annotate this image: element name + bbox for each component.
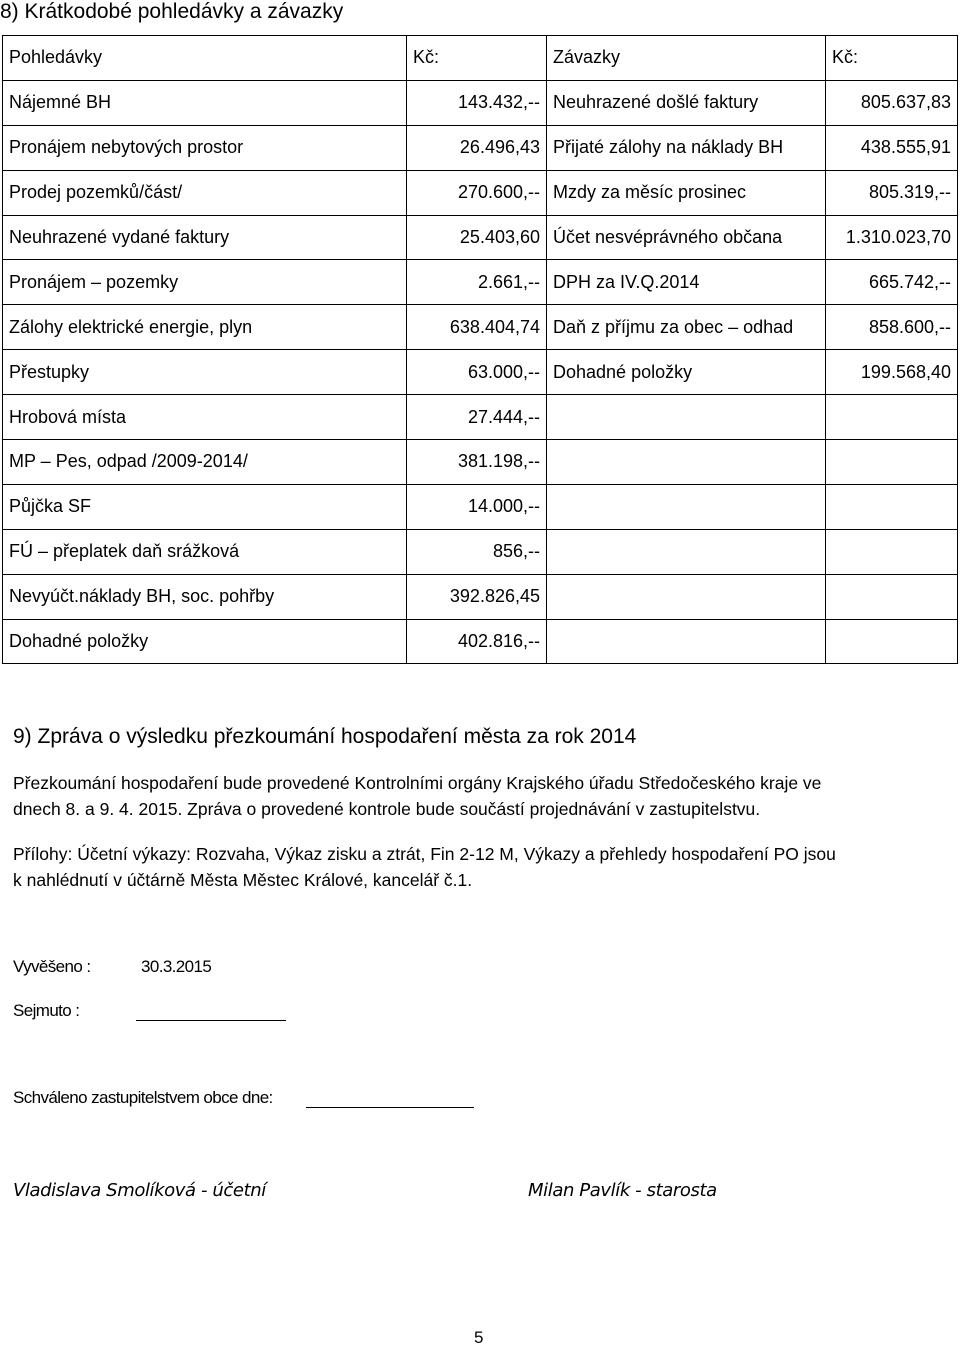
liability-name xyxy=(547,395,826,440)
table-row xyxy=(3,305,958,350)
receivable-name: Hrobová místa xyxy=(3,395,407,440)
receivable-amount: 27.444,-- xyxy=(407,395,547,440)
receivable-name: Zálohy elektrické energie, plyn xyxy=(3,305,407,350)
receivable-amount: 381.198,-- xyxy=(407,440,547,485)
review-paragraph-line-1: Přezkoumání hospodaření bude provedené Kontrolními orgány Krajského úřadu Středočeského kraje ve xyxy=(13,773,822,793)
liability-amount: 1.310.023,70 xyxy=(826,215,958,260)
liability-name: Dohadné položky xyxy=(547,350,826,395)
page-number: 5 xyxy=(474,1328,484,1347)
liability-name xyxy=(547,529,826,574)
receivable-amount: 270.600,-- xyxy=(407,170,547,215)
table-row xyxy=(3,395,958,440)
liability-name: Účet nesvéprávného občana xyxy=(547,215,826,260)
receivable-amount: 14.000,-- xyxy=(407,484,547,529)
header-liabilities-currency: Kč: xyxy=(826,36,958,81)
liability-amount: 805.319,-- xyxy=(826,170,958,215)
receivable-name: Prodej pozemků/část/ xyxy=(3,170,407,215)
liability-amount: 665.742,-- xyxy=(826,260,958,305)
receivable-name: Nájemné BH xyxy=(3,80,407,125)
receivable-name: Pronájem nebytových prostor xyxy=(3,125,407,170)
liability-name: DPH za IV.Q.2014 xyxy=(547,260,826,305)
receivable-name: FÚ – přeplatek daň srážková xyxy=(3,529,407,574)
liability-name xyxy=(547,440,826,485)
table-row xyxy=(3,170,958,215)
receivable-amount: 26.496,43 xyxy=(407,125,547,170)
table-row xyxy=(3,80,958,125)
attachments-paragraph-line-1: Přílohy: Účetní výkazy: Rozvaha, Výkaz zisku a ztrát, Fin 2-12 M, Výkazy a přehledy hospodaření PO jsou xyxy=(13,844,836,864)
header-receivables: Pohledávky xyxy=(3,36,407,81)
receivable-name: Neuhrazené vydané faktury xyxy=(3,215,407,260)
receivable-amount: 25.403,60 xyxy=(407,215,547,260)
signature-accountant: Vladislava Smolíková - účetní xyxy=(13,1180,266,1201)
table-row xyxy=(3,125,958,170)
receivable-name: Dohadné položky xyxy=(3,619,407,664)
receivable-amount: 63.000,-- xyxy=(407,350,547,395)
removed-date-line xyxy=(136,1020,286,1021)
receivable-name: Pronájem – pozemky xyxy=(3,260,407,305)
table-row xyxy=(3,260,958,305)
liability-name: Daň z příjmu za obec – odhad xyxy=(547,305,826,350)
table-row xyxy=(3,350,958,395)
approved-date-line xyxy=(306,1107,474,1108)
receivable-name: Nevyúčt.náklady BH, soc. pohřby xyxy=(3,574,407,619)
liability-amount: 438.555,91 xyxy=(826,125,958,170)
table-row xyxy=(3,619,958,664)
receivable-amount: 402.816,-- xyxy=(407,619,547,664)
review-paragraph-line-2: dnech 8. a 9. 4. 2015. Zpráva o provedené kontrole bude součástí projednávání v zastupitelstvu. xyxy=(13,799,761,819)
table-row xyxy=(3,574,958,619)
header-receivables-currency: Kč: xyxy=(407,36,547,81)
table-row xyxy=(3,215,958,260)
liability-amount xyxy=(826,574,958,619)
section-9-title: 9) Zpráva o výsledku přezkoumání hospodaření města za rok 2014 xyxy=(13,725,637,748)
receivable-name: MP – Pes, odpad /2009-2014/ xyxy=(3,440,407,485)
receivable-name: Půjčka SF xyxy=(3,484,407,529)
table-row xyxy=(3,440,958,485)
receivable-amount: 143.432,-- xyxy=(407,80,547,125)
liability-amount: 858.600,-- xyxy=(826,305,958,350)
attachments-paragraph-line-2: k nahlédnutí v účtárně Města Městec Králové, kancelář č.1. xyxy=(13,870,473,890)
receivable-amount: 2.661,-- xyxy=(407,260,547,305)
section-8-title: 8) Krátkodobé pohledávky a závazky xyxy=(0,0,344,23)
liability-amount xyxy=(826,484,958,529)
removed-label: Sejmuto : xyxy=(13,1001,80,1020)
liability-name: Přijaté zálohy na náklady BH xyxy=(547,125,826,170)
posted-date: 30.3.2015 xyxy=(141,957,212,976)
posted-label: Vyvěšeno : xyxy=(13,957,91,976)
receivable-amount: 392.826,45 xyxy=(407,574,547,619)
header-liabilities: Závazky xyxy=(547,36,826,81)
table-row xyxy=(3,484,958,529)
liability-amount xyxy=(826,440,958,485)
receivables-liabilities-table xyxy=(2,35,958,664)
receivable-name: Přestupky xyxy=(3,350,407,395)
receivable-amount: 856,-- xyxy=(407,529,547,574)
receivable-amount: 638.404,74 xyxy=(407,305,547,350)
table-row xyxy=(3,529,958,574)
liability-name xyxy=(547,574,826,619)
liability-name xyxy=(547,484,826,529)
signature-mayor: Milan Pavlík - starosta xyxy=(528,1180,717,1201)
liability-name: Mzdy za měsíc prosinec xyxy=(547,170,826,215)
liability-amount: 199.568,40 xyxy=(826,350,958,395)
liability-amount xyxy=(826,395,958,440)
liability-amount xyxy=(826,529,958,574)
table-header-row xyxy=(3,36,958,81)
liability-name xyxy=(547,619,826,664)
liability-name: Neuhrazené došlé faktury xyxy=(547,80,826,125)
approved-label: Schváleno zastupitelstvem obce dne: xyxy=(13,1088,273,1107)
liability-amount xyxy=(826,619,958,664)
liability-amount: 805.637,83 xyxy=(826,80,958,125)
